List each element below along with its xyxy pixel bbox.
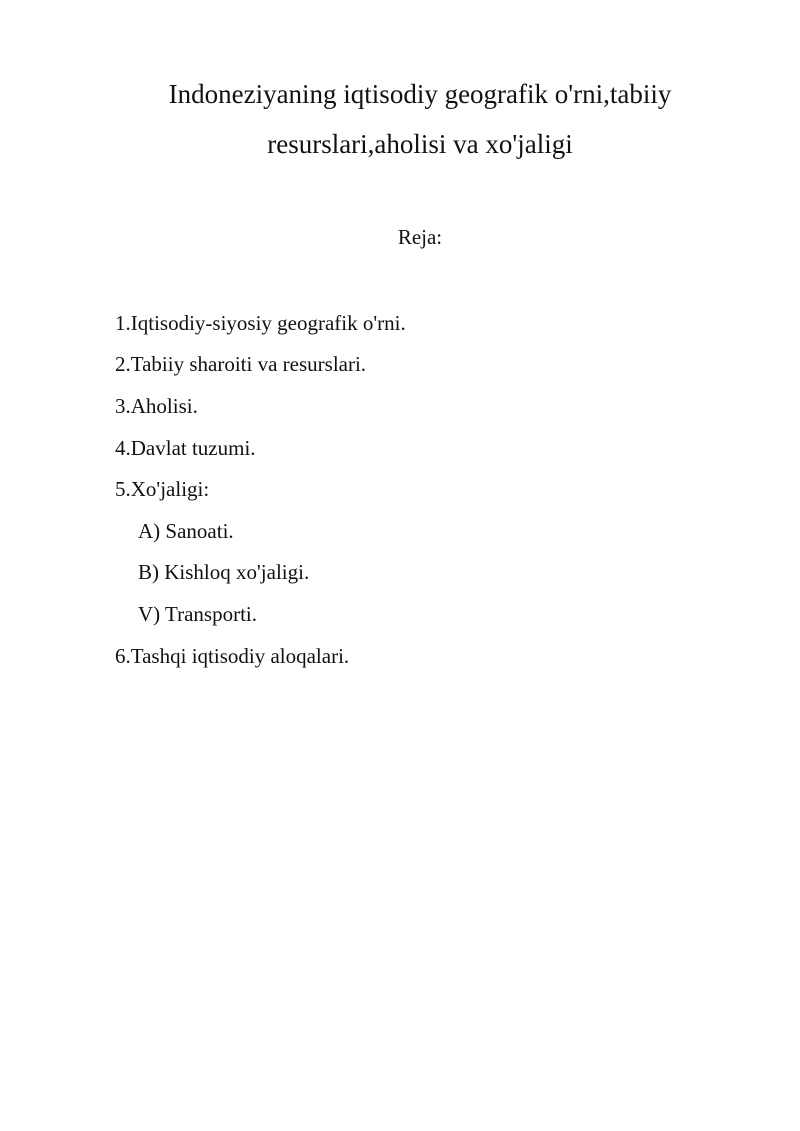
plan-item-5: 5.Xo'jaligi: [115,477,210,501]
plan-item-4: 4.Davlat tuzumi. [115,436,256,460]
plan-item-3: 3.Aholisi. [115,394,198,418]
plan-subitem-v: V) Transporti. [138,602,258,626]
plan-subitem-b: B) Kishloq xo'jaligi. [138,560,310,584]
document-title-line-1: Indoneziyaning iqtisodiy geografik o'rni,tabiiy [168,79,672,109]
plan-item-2: 2.Tabiiy sharoiti va resurslari. [115,352,367,376]
plan-item-1: 1.Iqtisodiy-siyosiy geografik o'rni. [115,311,406,335]
plan-heading: Reja: [397,225,443,249]
plan-item-6: 6.Tashqi iqtisodiy aloqalari. [115,644,350,668]
plan-subitem-a: A) Sanoati. [138,519,234,543]
document-title-line-2: resurslari,aholisi va xo'jaligi [267,129,573,159]
